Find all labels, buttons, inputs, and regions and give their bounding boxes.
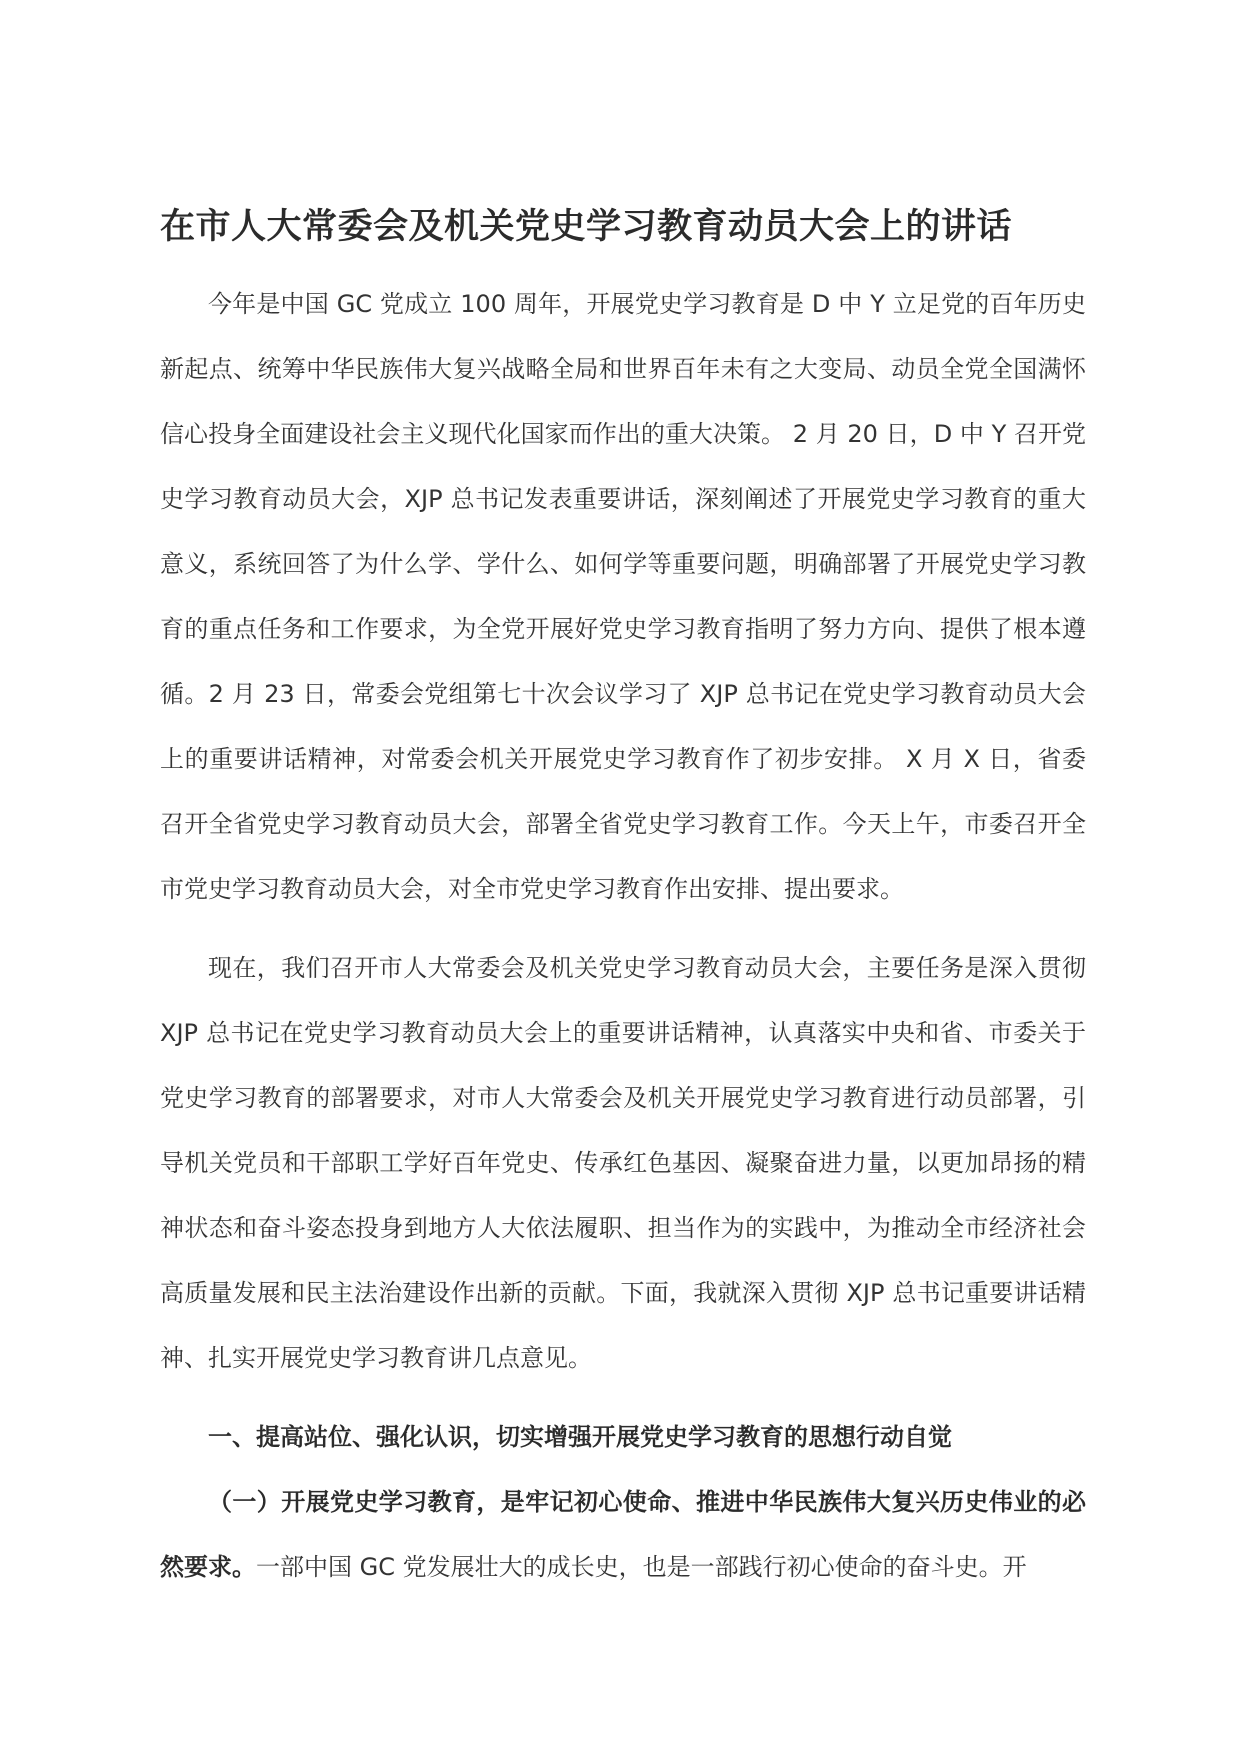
document-title: 在市人大常委会及机关党史学习教育动员大会上的讲话 <box>160 207 1013 247</box>
section-heading: 一、提高站位、强化认识，切实增强开展党史学习教育的思想行动自觉 <box>208 1423 952 1451</box>
subsection-bold-lead: （一）开展党史学习教育，是牢记初心使命、推进中华民族伟大复兴历史伟业的必然要求。 <box>160 1488 1086 1581</box>
document-body <box>160 200 1086 1600</box>
paragraph-intro: 今年是中国 GC 党成立 100 周年，开展党史学习教育是 D 中 Y 立足党的百年历史新起点、统筹中华民族伟大复兴战略全局和世界百年未有之大变局、动员全党全国满怀信心投身全面建设社会主义现代化国家而作出的重大决策。 2 月 20 日，D 中 Y 召开党史学习教育动员大会，XJP 总书记发表重要讲话，深刻阐述了开展党史学习教育的重大意义，系统回答了为什么学、学什么、如何学等重要问题，明确部署了开展党史学习教育的重点任务和工作要求，为全党开展好党史学习教育指明了努力方向、提供了根本遵循。2 月 23 日，常委会党组第七十次会议学习了 XJP 总书记在党史学习教育动员大会上的重要讲话精神，对常委会机关开展党史学习教育作了初步安排。 X 月 X 日，省委召开全省党史学习教育动员大会，部署全省党史学习教育工作。今天上午，市委召开全市党史学习教育动员大会，对全市党史学习教育作出安排、提出要求。 <box>160 290 1086 903</box>
subsection-paragraph <box>160 1470 1086 1600</box>
paragraph-purpose: 现在，我们召开市人大常委会及机关党史学习教育动员大会，主要任务是深入贯彻 XJP 总书记在党史学习教育动员大会上的重要讲话精神，认真落实中央和省、市委关于党史学习教育的部署要求，对市人大常委会及机关开展党史学习教育进行动员部署，引导机关党员和干部职工学好百年党史、传承红色基因、凝聚奋进力量，以更加昂扬的精神状态和奋斗姿态投身到地方人大依法履职、担当作为的实践中，为推动全市经济社会高质量发展和民主法治建设作出新的贡献。下面，我就深入贯彻 XJP 总书记重要讲话精神、扎实开展党史学习教育讲几点意见。 <box>160 954 1086 1372</box>
subsection-text: 一部中国 GC 党发展壮大的成长史，也是一部践行初心使命的奋斗史。开 <box>256 1553 1027 1581</box>
